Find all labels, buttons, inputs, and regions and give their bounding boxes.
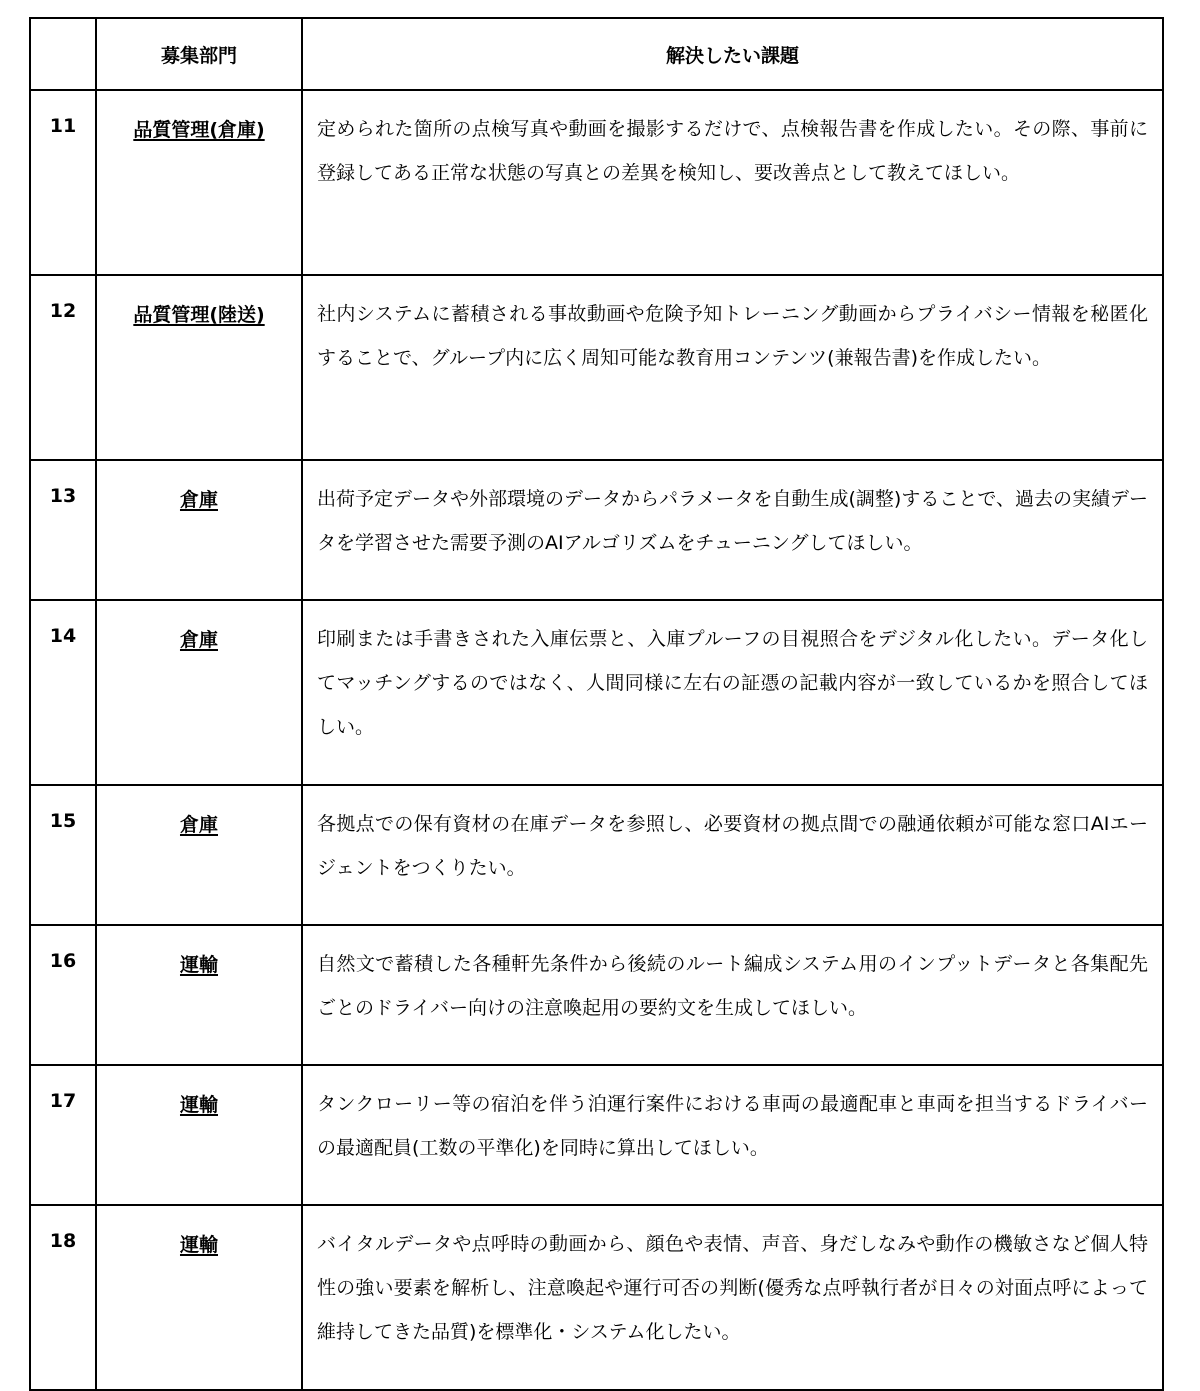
table-row [30, 1065, 1163, 1205]
row-issue: バイタルデータや点呼時の動画から、顔色や表情、声音、身だしなみや動作の機敏さなど個人特性の強い要素を解析し、注意喚起や運行可否の判断(優秀な点呼執行者が日々の対面点呼によって維持してきた品質)を標準化・システム化したい。 [302, 1205, 1163, 1390]
row-department [96, 785, 302, 925]
row-number: 12 [30, 275, 96, 460]
table-row [30, 1205, 1163, 1390]
department-label: 倉庫 [179, 814, 218, 836]
row-issue: タンクローリー等の宿泊を伴う泊運行案件における車両の最適配車と車両を担当するドライバーの最適配員(工数の平準化)を同時に算出してほしい。 [302, 1065, 1163, 1205]
row-department [96, 275, 302, 460]
department-label: 運輸 [179, 954, 218, 976]
row-department [96, 600, 302, 785]
table-row [30, 925, 1163, 1065]
department-label: 運輸 [179, 1094, 218, 1116]
table-row [30, 275, 1163, 460]
row-number: 13 [30, 460, 96, 600]
row-department [96, 1205, 302, 1390]
department-label: 倉庫 [179, 489, 218, 511]
row-issue: 社内システムに蓄積される事故動画や危険予知トレーニング動画からプライバシー情報を秘匿化することで、グループ内に広く周知可能な教育用コンテンツ(兼報告書)を作成したい。 [302, 275, 1163, 460]
row-number: 18 [30, 1205, 96, 1390]
table-header-row [30, 18, 1163, 90]
row-issue: 自然文で蓄積した各種軒先条件から後続のルート編成システム用のインプットデータと各集配先ごとのドライバー向けの注意喚起用の要約文を生成してほしい。 [302, 925, 1163, 1065]
issues-table [29, 17, 1164, 1391]
row-issue: 各拠点での保有資材の在庫データを参照し、必要資材の拠点間での融通依頼が可能な窓口AIエージェントをつくりたい。 [302, 785, 1163, 925]
department-label: 運輸 [179, 1234, 218, 1256]
header-number [30, 18, 96, 90]
table-row [30, 460, 1163, 600]
row-number: 11 [30, 90, 96, 275]
department-label: 品質管理(倉庫) [133, 119, 265, 141]
table-row [30, 90, 1163, 275]
row-issue: 印刷または手書きされた入庫伝票と、入庫プルーフの目視照合をデジタル化したい。データ化してマッチングするのではなく、人間同様に左右の証憑の記載内容が一致しているかを照合してほしい。 [302, 600, 1163, 785]
row-department [96, 460, 302, 600]
table-row [30, 600, 1163, 785]
row-department [96, 925, 302, 1065]
row-number: 16 [30, 925, 96, 1065]
table-row [30, 785, 1163, 925]
header-issue: 解決したい課題 [302, 18, 1163, 90]
row-number: 17 [30, 1065, 96, 1205]
row-number: 14 [30, 600, 96, 785]
row-number: 15 [30, 785, 96, 925]
row-department [96, 90, 302, 275]
department-label: 品質管理(陸送) [133, 304, 265, 326]
row-issue: 出荷予定データや外部環境のデータからパラメータを自動生成(調整)することで、過去の実績データを学習させた需要予測のAIアルゴリズムをチューニングしてほしい。 [302, 460, 1163, 600]
header-department: 募集部門 [96, 18, 302, 90]
department-label: 倉庫 [179, 629, 218, 651]
row-department [96, 1065, 302, 1205]
row-issue: 定められた箇所の点検写真や動画を撮影するだけで、点検報告書を作成したい。その際、事前に登録してある正常な状態の写真との差異を検知し、要改善点として教えてほしい。 [302, 90, 1163, 275]
